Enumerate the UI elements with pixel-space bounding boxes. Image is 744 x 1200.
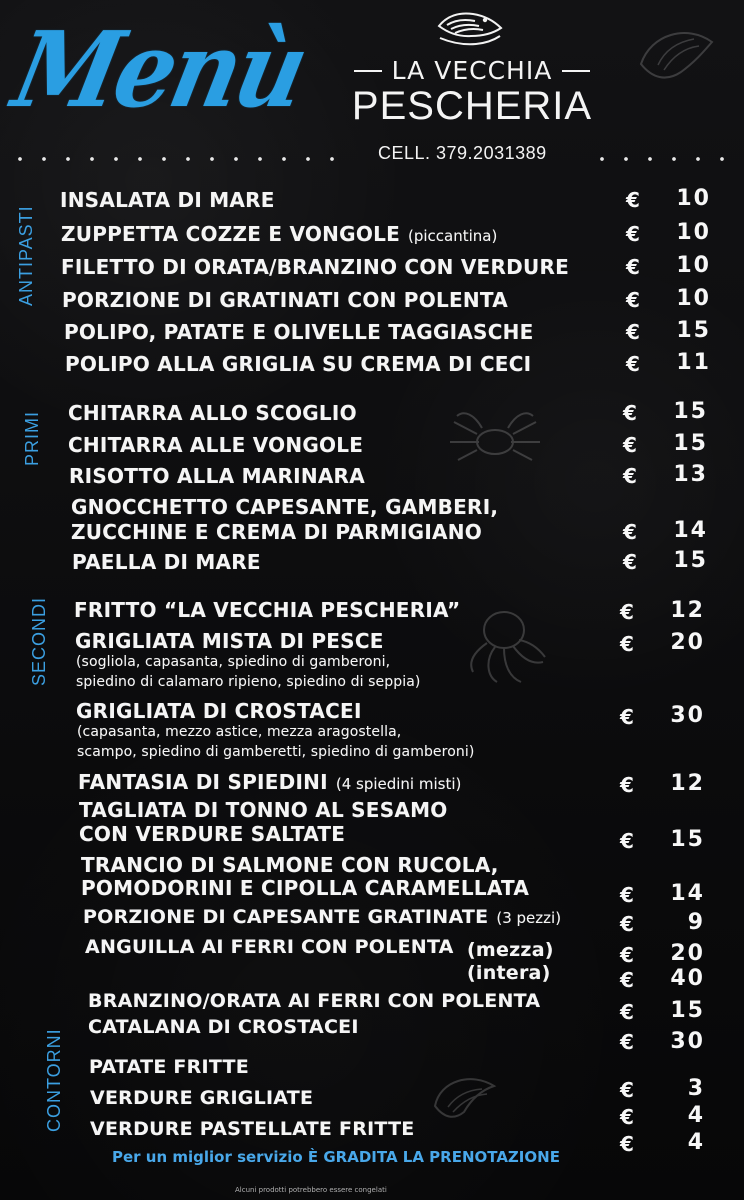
- euro-sign-13: €: [620, 632, 634, 656]
- price-6: 11: [676, 350, 711, 375]
- euro-sign-11: €: [623, 550, 637, 574]
- item-grigliata-mista-sub-1: (sogliola, capasanta, spiedino di gamberoni,: [76, 654, 391, 670]
- item-grigliata-di-crostacei: GRIGLIATA DI CROSTACEI: [76, 699, 362, 723]
- price-8: 15: [673, 431, 708, 456]
- euro-sign-22: €: [620, 1030, 634, 1054]
- item-paella-di-mare: PAELLA DI MARE: [72, 550, 261, 574]
- price-23: 3: [687, 1076, 705, 1101]
- shell-sketch-icon: [633, 16, 723, 86]
- brand-main-text: PESCHERIA: [351, 84, 593, 128]
- item-polipo-patate: POLIPO, PATATE E OLIVELLE TAGGIASCHE: [64, 320, 534, 344]
- octopus-sketch-icon: [457, 600, 555, 692]
- euro-sign-10: €: [623, 520, 637, 544]
- price-3: 10: [676, 253, 711, 278]
- price-10: 14: [673, 518, 708, 543]
- price-18: 9: [687, 910, 705, 935]
- section-label-contorni: CONTORNI: [44, 1028, 64, 1132]
- item-chitarra-alle-vongole: CHITARRA ALLE VONGOLE: [68, 433, 364, 457]
- item-chitarra-allo-scoglio: CHITARRA ALLO SCOGLIO: [68, 401, 357, 425]
- item-fritto: FRITTO “LA VECCHIA PESCHERIA”: [74, 598, 461, 622]
- euro-sign-12: €: [620, 600, 634, 624]
- euro-sign-21: €: [620, 1000, 634, 1024]
- item-anguilla-option-intera: (intera): [467, 962, 551, 984]
- allergen-note: Alcuni prodotti potrebbero essere congelati: [235, 1186, 387, 1194]
- item-polipo-alla-griglia: POLIPO ALLA GRIGLIA SU CREMA DI CECI: [65, 352, 532, 376]
- price-21: 15: [670, 998, 705, 1023]
- price-1: 10: [676, 186, 711, 211]
- item-filetto-di-orata-branzino: FILETTO DI ORATA/BRANZINO CON VERDURE: [61, 255, 570, 279]
- euro-sign-23: €: [620, 1078, 634, 1102]
- price-16: 15: [670, 827, 705, 852]
- dotted-divider-right: [590, 156, 726, 162]
- item-risotto-alla-marinara: RISOTTO ALLA MARINARA: [69, 464, 365, 488]
- price-7: 15: [673, 399, 708, 424]
- item-gnocchetto-line-2: ZUCCHINE E CREMA DI PARMIGIANO: [71, 520, 482, 544]
- item-anguilla-ai-ferri: ANGUILLA AI FERRI CON POLENTA: [85, 936, 454, 958]
- reservation-note: Per un miglior servizio È GRADITA LA PRENOTAZIONE: [112, 1148, 560, 1166]
- price-17: 14: [670, 881, 705, 906]
- item-grigliata-di-crostacei-sub-1: (capasanta, mezzo astice, mezza aragostella,: [77, 724, 402, 740]
- item-porzione-di-capesante: PORZIONE DI CAPESANTE GRATINATE (3 pezzi): [83, 906, 562, 928]
- crab-sketch-icon: [440, 400, 550, 480]
- euro-sign-15: €: [620, 773, 634, 797]
- item-porzione-di-gratinati: PORZIONE DI GRATINATI CON POLENTA: [62, 288, 508, 312]
- item-branzino-orata: BRANZINO/ORATA AI FERRI CON POLENTA: [88, 990, 541, 1012]
- price-19: 20: [670, 941, 705, 966]
- euro-sign-20: €: [620, 968, 634, 992]
- euro-sign-8: €: [623, 433, 637, 457]
- euro-sign-25: €: [620, 1132, 634, 1156]
- price-20: 40: [670, 966, 705, 991]
- price-25: 4: [687, 1130, 705, 1155]
- euro-sign-18: €: [620, 912, 634, 936]
- price-12: 12: [670, 598, 705, 623]
- brand-right-line: [562, 70, 590, 72]
- phone-number: CELL. 379.2031389: [378, 143, 547, 163]
- item-grigliata-mista: GRIGLIATA MISTA DI PESCE: [75, 629, 384, 653]
- item-catalana-di-crostacei: CATALANA DI CROSTACEI: [88, 1016, 359, 1038]
- dotted-divider-left: [8, 156, 350, 162]
- price-22: 30: [670, 1029, 705, 1054]
- price-5: 15: [676, 318, 711, 343]
- euro-sign-1: €: [626, 188, 640, 212]
- price-11: 15: [673, 548, 708, 573]
- brand-top-text: LA VECCHIA: [391, 56, 553, 85]
- section-label-secondi: SECONDI: [29, 596, 49, 686]
- item-insalata-di-mare: INSALATA DI MARE: [60, 188, 275, 212]
- euro-sign-6: €: [626, 352, 640, 376]
- euro-sign-5: €: [626, 320, 640, 344]
- euro-sign-4: €: [626, 288, 640, 312]
- item-grigliata-di-crostacei-sub-2: scampo, spiedino di gamberetti, spiedino di gamberoni): [77, 744, 475, 760]
- item-anguilla-option-mezza: (mezza): [467, 939, 554, 961]
- euro-sign-16: €: [620, 829, 634, 853]
- item-zuppetta-cozze-e-vongole: ZUPPETTA COZZE E VONGOLE (piccantina): [61, 222, 498, 246]
- euro-sign-7: €: [623, 401, 637, 425]
- price-14: 30: [670, 703, 705, 728]
- menu-script-title: Menù: [3, 8, 315, 131]
- price-4: 10: [676, 286, 711, 311]
- item-tagliata-di-tonno-line-1: TAGLIATA DI TONNO AL SESAMO: [79, 798, 448, 822]
- price-13: 20: [670, 630, 705, 655]
- brand-left-line: [354, 70, 382, 72]
- item-patate-fritte: PATATE FRITTE: [89, 1056, 249, 1078]
- item-fantasia-di-spiedini: FANTASIA DI SPIEDINI (4 spiedini misti): [78, 770, 462, 794]
- item-verdure-pastellate-fritte: VERDURE PASTELLATE FRITTE: [90, 1118, 415, 1140]
- item-tagliata-di-tonno-line-2: CON VERDURE SALTATE: [79, 822, 346, 846]
- item-trancio-di-salmone-line-1: TRANCIO DI SALMONE CON RUCOLA,: [81, 853, 499, 877]
- item-gnocchetto-line-1: GNOCCHETTO CAPESANTE, GAMBERI,: [71, 495, 499, 519]
- brand-top-row: [352, 56, 592, 85]
- shrimp-sketch-icon: [420, 1060, 510, 1130]
- price-24: 4: [687, 1103, 705, 1128]
- euro-sign-3: €: [626, 255, 640, 279]
- item-trancio-di-salmone-line-2: POMODORINI E CIPOLLA CARAMELLATA: [81, 876, 530, 900]
- price-15: 12: [670, 771, 705, 796]
- euro-sign-19: €: [620, 943, 634, 967]
- euro-sign-14: €: [620, 705, 634, 729]
- euro-sign-9: €: [623, 464, 637, 488]
- price-9: 13: [673, 462, 708, 487]
- item-grigliata-mista-sub-2: spiedino di calamaro ripieno, spiedino di seppia): [76, 674, 421, 690]
- price-2: 10: [676, 220, 711, 245]
- section-label-primi: PRIMI: [22, 410, 42, 466]
- item-verdure-grigliate: VERDURE GRIGLIATE: [90, 1087, 314, 1109]
- section-label-antipasti: ANTIPASTI: [16, 205, 36, 306]
- euro-sign-17: €: [620, 883, 634, 907]
- euro-sign-2: €: [626, 222, 640, 246]
- fish-logo-icon: [437, 8, 503, 50]
- euro-sign-24: €: [620, 1105, 634, 1129]
